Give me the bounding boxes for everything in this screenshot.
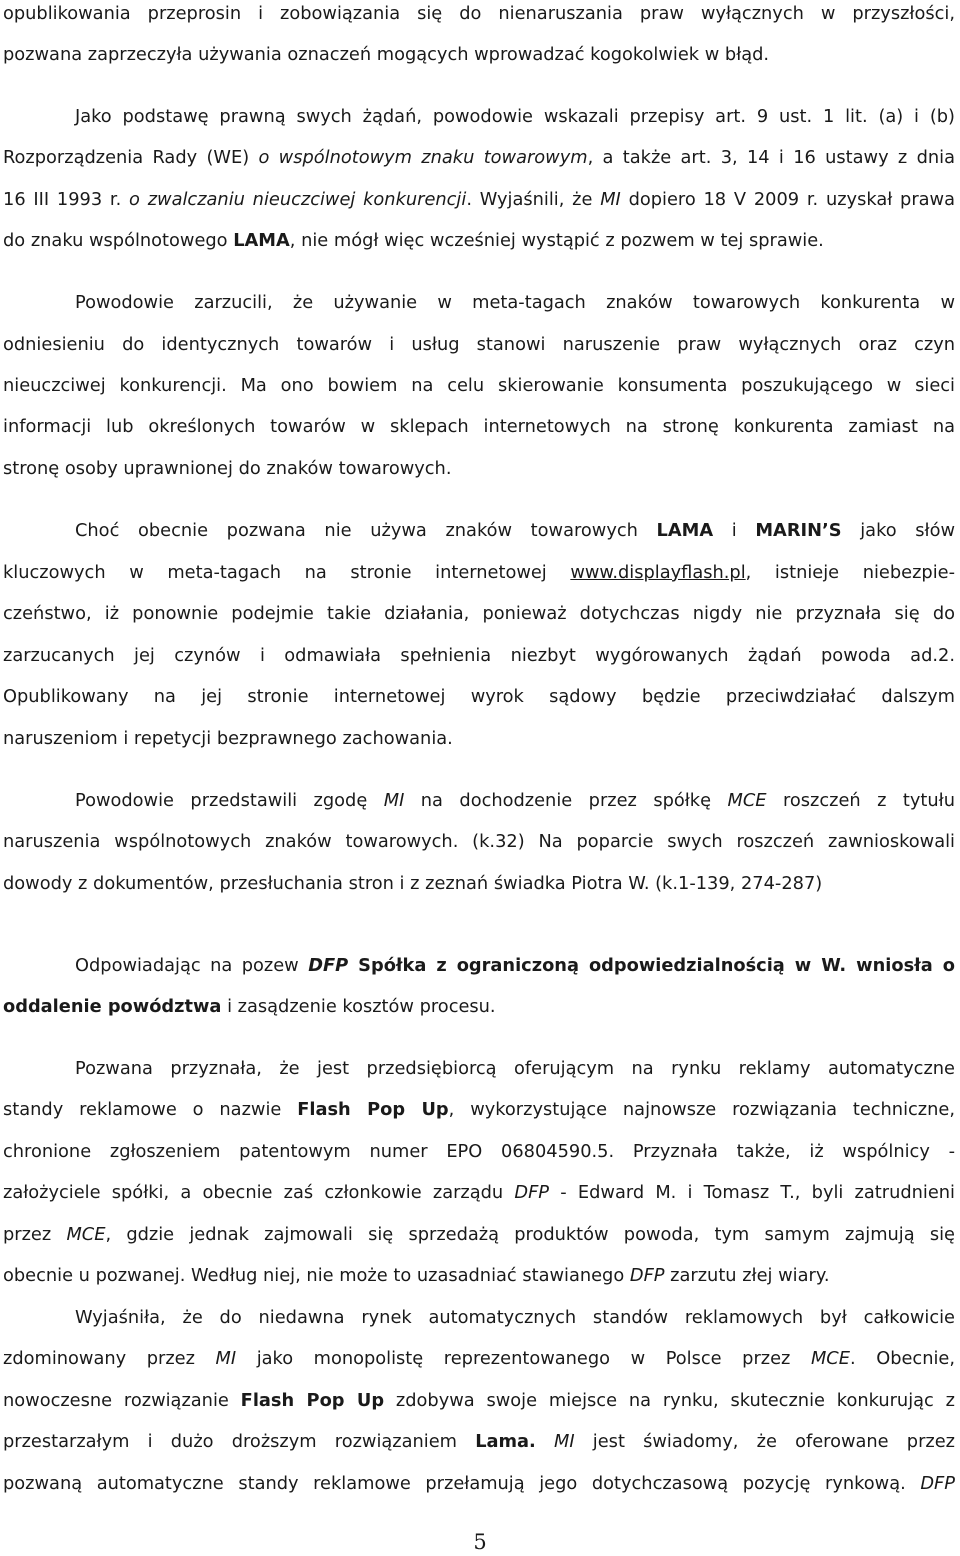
text-line: Choć obecnie pozwana nie używa znaków towarowych LAMA i MARIN’S jako słów xyxy=(75,520,955,541)
text-line: Jako podstawę prawną swych żądań, powodowie wskazali przepisy art. 9 ust. 1 lit. (a) i (b) xyxy=(75,106,955,127)
emphasis-text: Flash Pop Up xyxy=(297,1099,449,1120)
text-line: odniesieniu do identycznych towarów i usług stanowi naruszenie praw wyłącznych oraz czyn xyxy=(3,334,955,355)
text-line: Opublikowany na jej stronie internetowej wyrok sądowy będzie przeciwdziałać dalszym xyxy=(3,686,955,707)
text-line: dowody z dokumentów, przesłuchania stron i z zeznań świadka Piotra W. (k.1-139, 274-287) xyxy=(3,873,823,894)
emphasis-text: DFP xyxy=(308,955,349,976)
emphasis-text: DFP xyxy=(920,1473,955,1494)
text-line: pozwaną automatyczne standy reklamowe przełamują jego dotychczasową pozycję rynkową. DFP xyxy=(3,1473,955,1494)
emphasis-text: DFP xyxy=(514,1182,550,1203)
text-line: oddalenie powództwa i zasądzenie kosztów procesu. xyxy=(3,996,496,1017)
text-line: stronę osoby uprawnionej do znaków towarowych. xyxy=(3,458,452,479)
emphasis-text: MI xyxy=(215,1348,237,1369)
emphasis-text: MI xyxy=(554,1431,575,1452)
emphasis-text: Flash Pop Up xyxy=(240,1390,385,1411)
emphasis-text: oddalenie powództwa xyxy=(3,996,222,1017)
text-line: kluczowych w meta-tagach na stronie internetowej www.displayflash.pl, istnieje niebezpie- xyxy=(3,562,955,583)
text-line: założyciele spółki, a obecnie zaś członkowie zarządu DFP - Edward M. i Tomasz T., byli zatrudnieni xyxy=(3,1182,955,1203)
emphasis-text: o wspólnotowym znaku towarowym xyxy=(258,147,588,168)
emphasis-text: Spółka z ograniczoną odpowiedzialnością w W. wniosła o xyxy=(348,955,955,976)
text-line: informacji lub określonych towarów w sklepach internetowych na stronę konkurenta zamiast na xyxy=(3,416,955,437)
emphasis-text: MCE xyxy=(810,1348,850,1369)
text-line: pozwana zaprzeczyła używania oznaczeń mogących wprowadzać kogokolwiek w błąd. xyxy=(3,44,770,65)
text-line: standy reklamowe o nazwie Flash Pop Up, wykorzystujące najnowsze rozwiązania techniczne, xyxy=(3,1099,955,1120)
emphasis-text: o zwalczaniu nieuczciwej konkurencji xyxy=(129,189,467,210)
text-line: opublikowania przeprosin i zobowiązania się do nienaruszania praw wyłącznych w przyszłości, xyxy=(3,3,955,24)
emphasis-text: MI xyxy=(600,189,621,210)
emphasis-text: MCE xyxy=(727,790,767,811)
text-line: przestarzałym i dużo droższym rozwiązaniem Lama. MI jest świadomy, że oferowane przez xyxy=(3,1431,955,1452)
emphasis-text: DFP xyxy=(629,1265,665,1286)
text-line: nowoczesne rozwiązanie Flash Pop Up zdobywa swoje miejsce na rynku, skutecznie konkurując z xyxy=(3,1390,955,1411)
text-line: zdominowany przez MI jako monopolistę reprezentowanego w Polsce przez MCE. Obecnie, xyxy=(3,1348,955,1369)
text-line: chronione zgłoszeniem patentowym numer EPO 06804590.5. Przyznała także, iż wspólnicy - xyxy=(3,1141,955,1162)
text-line: obecnie u pozwanej. Według niej, nie może to uzasadniać stawianego DFP zarzutu złej wiary. xyxy=(3,1265,830,1286)
emphasis-text: LAMA xyxy=(656,520,714,541)
text-line: naruszeniom i repetycji bezprawnego zachowania. xyxy=(3,728,453,749)
emphasis-text: MI xyxy=(383,790,405,811)
text-line: Powodowie zarzucili, że używanie w meta-tagach znaków towarowych konkurenta w xyxy=(75,292,955,313)
text-line: Pozwana przyznała, że jest przedsiębiorcą oferującym na rynku reklamy automatyczne xyxy=(75,1058,955,1079)
text-line: Odpowiadając na pozew DFP Spółka z ograniczoną odpowiedzialnością w W. wniosła o xyxy=(75,955,955,976)
emphasis-text: MARIN’S xyxy=(755,520,842,541)
emphasis-text: LAMA xyxy=(233,230,290,251)
emphasis-text: MCE xyxy=(66,1224,106,1245)
text-line: nieuczciwej konkurencji. Ma ono bowiem na celu skierowanie konsumenta poszukującego w sieci xyxy=(3,375,955,396)
text-line: do znaku wspólnotowego LAMA, nie mógł więc wcześniej wystąpić z pozwem w tej sprawie. xyxy=(3,230,824,251)
page-number: 5 xyxy=(473,1530,487,1554)
text-line: Rozporządzenia Rady (WE) o wspólnotowym znaku towarowym, a także art. 3, 14 i 16 ustawy z dnia xyxy=(3,147,955,168)
text-line: czeństwo, iż ponownie podejmie takie działania, ponieważ dotychczas nigdy nie przyznała się do xyxy=(3,603,955,624)
text-line: 16 III 1993 r. o zwalczaniu nieuczciwej konkurencji. Wyjaśnili, że MI dopiero 18 V 2009 r. uzyskał prawa xyxy=(3,189,955,210)
text-line: naruszenia wspólnotowych znaków towarowych. (k.32) Na poparcie swych roszczeń zawnioskowali xyxy=(3,831,955,852)
emphasis-text: Lama. xyxy=(475,1431,536,1452)
text-line: zarzucanych jej czynów i odmawiała spełnienia niezbyt wygórowanych żądań powoda ad.2. xyxy=(3,645,955,666)
url-link[interactable]: www.displayflash.pl xyxy=(570,562,746,583)
text-line: przez MCE, gdzie jednak zajmowali się sprzedażą produktów powoda, tym samym zajmują się xyxy=(3,1224,955,1245)
text-line: Wyjaśniła, że do niedawna rynek automatycznych standów reklamowych był całkowicie xyxy=(75,1307,955,1328)
text-line: Powodowie przedstawili zgodę MI na dochodzenie przez spółkę MCE roszczeń z tytułu xyxy=(75,790,955,811)
